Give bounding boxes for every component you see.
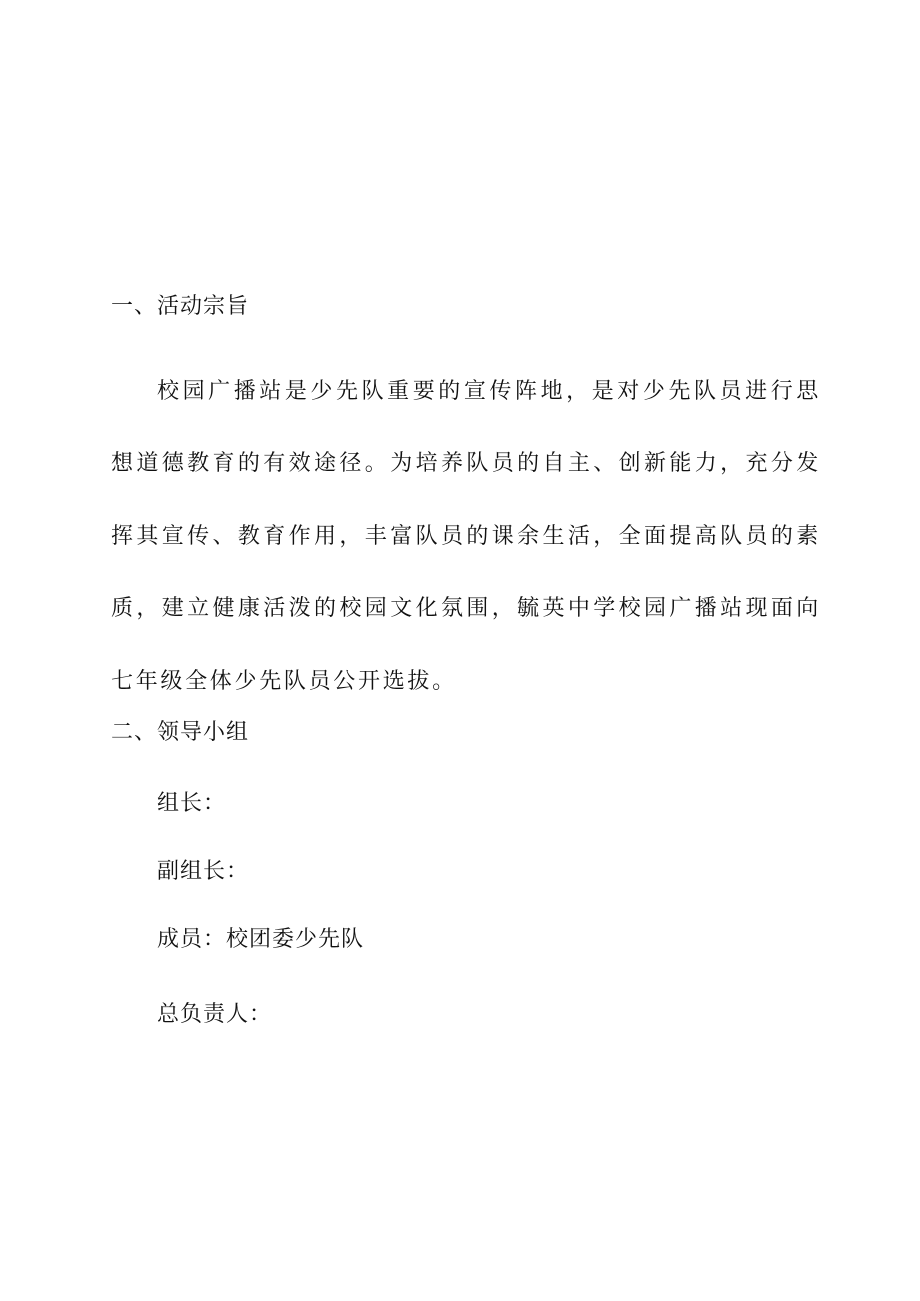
section-heading-leadership: 二、领导小组 (111, 720, 250, 745)
chief-line: 总负责人： (157, 1002, 273, 1027)
vice-leader-line: 副组长： (157, 859, 250, 884)
purpose-paragraph: 校园广播站是少先队重要的宣传阵地，是对少先队员进行思想道德教育的有效途径。为培养队员的自主、创新能力，充分发挥其宣传、教育作用，丰富队员的课余生活，全面提高队员的素质，建立健康活泼的校园文化氛围，毓英中学校园广播站现面向七年级全体少先队员公开选拔。 (111, 379, 821, 694)
leader-line: 组长： (157, 791, 227, 816)
members-line: 成员：校团委少先队 (157, 927, 365, 952)
section-heading-purpose: 一、活动宗旨 (111, 294, 250, 319)
